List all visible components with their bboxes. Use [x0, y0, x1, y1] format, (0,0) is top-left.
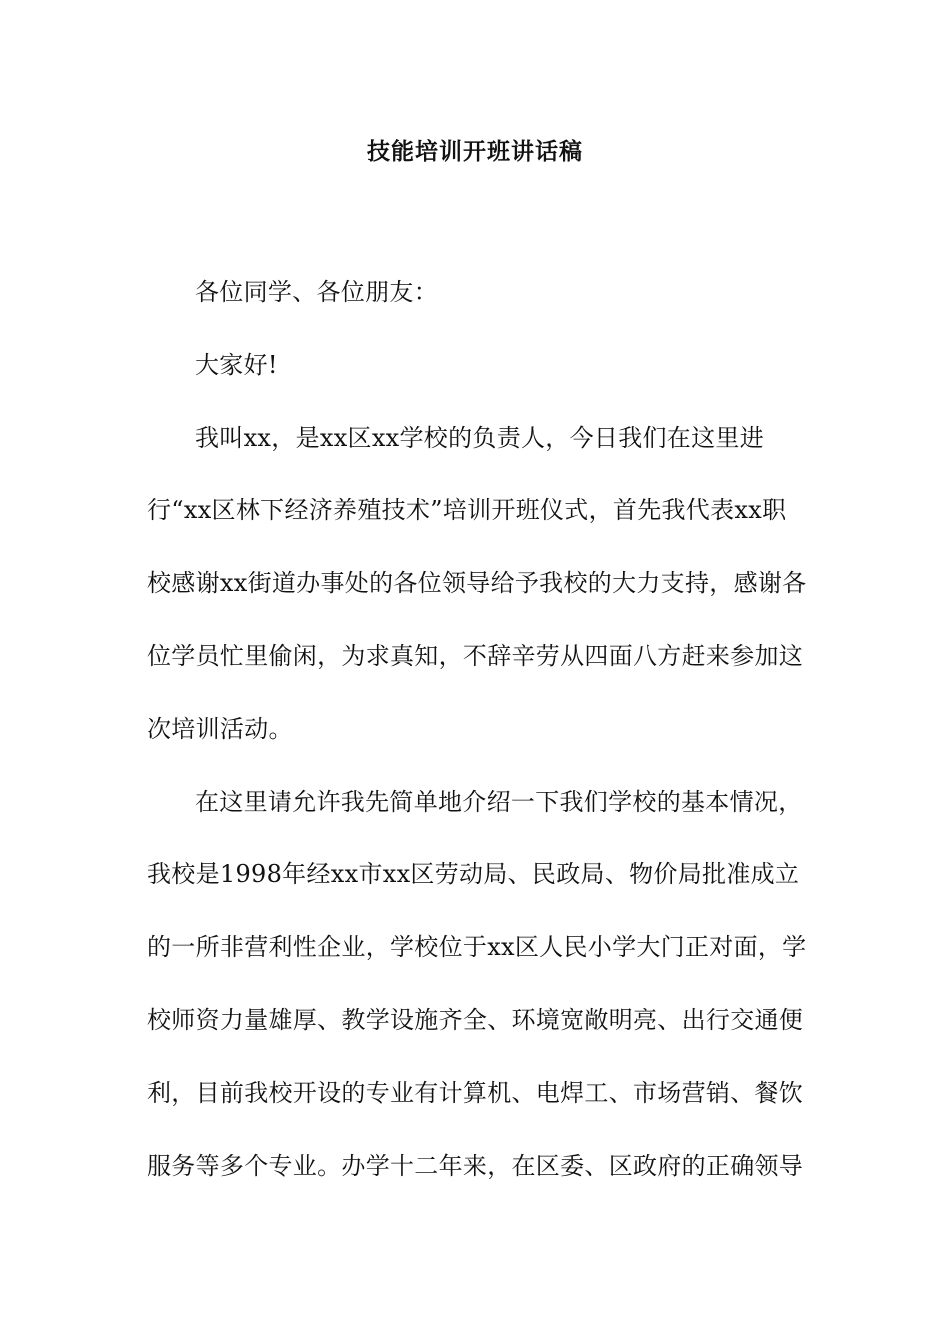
paragraph-school-overview: 在这里请允许我先简单地介绍一下我们学校的基本情况，我校是1998年经xx市xx区劳动局、民政局、物价局批准成立的一所非营利性企业，学校位于xx区人民小学大门正对面，学校师资力量雄厚、教学设施齐全、环境宽敞明亮、出行交通便利，目前我校开设的专业有计算机、电焊工、市场营销、餐饮服务等多个专业。办学十二年来，在区委、区政府的正确领导: [147, 787, 807, 1180]
document-title: 技能培训开班讲话稿: [367, 139, 583, 165]
paragraph-greeting: 各位同学、各位朋友：: [195, 278, 438, 306]
paragraph-salutation: 大家好!: [195, 350, 278, 379]
paragraph-introduction: 我叫xx，是xx区xx学校的负责人，今日我们在这里进行“xx区林下经济养殖技术”培训开班仪式，首先我代表xx职校感谢xx街道办事处的各位领导给予我校的大力支持，感谢各位学员忙里偷闲，为求真知，不辞辛劳从四面八方赶来参加这次培训活动。: [147, 423, 807, 743]
document-body: [147, 256, 807, 1202]
